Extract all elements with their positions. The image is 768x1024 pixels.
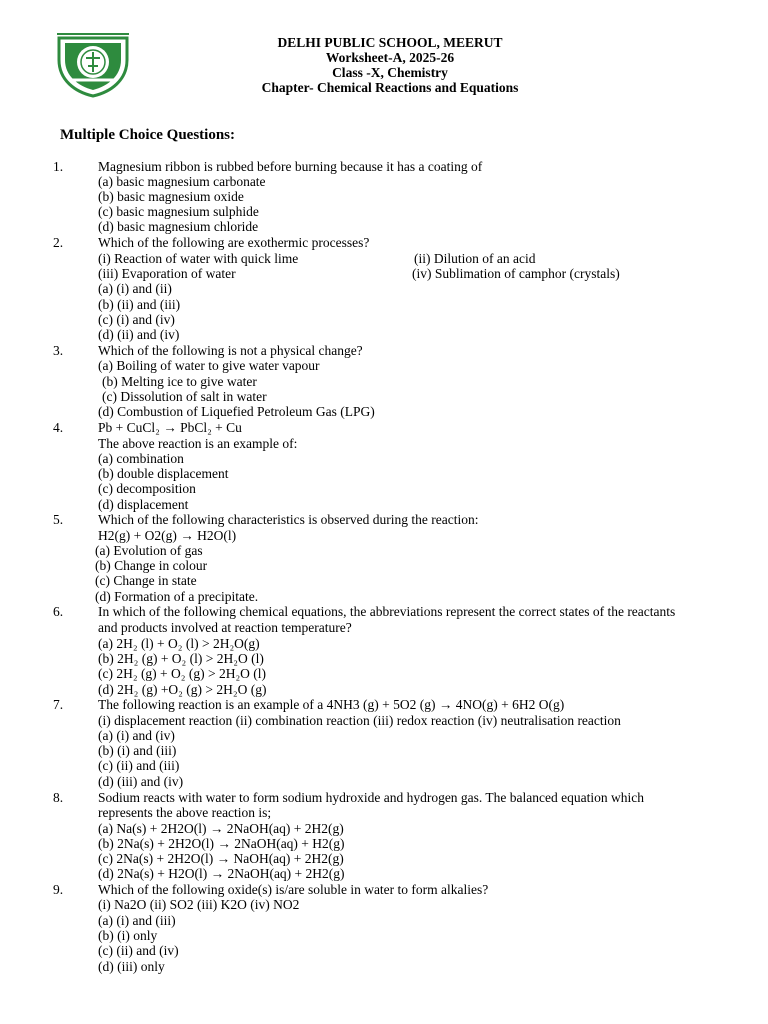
option: (b) Melting ice to give water	[102, 374, 257, 389]
option: (b) (i) and (iii)	[98, 743, 177, 758]
process-item: (iii) Evaporation of water	[98, 266, 236, 281]
question-number: 6.	[53, 604, 64, 619]
reaction-equation: Pb + CuCl₂ → PbCl₂ + Cu	[98, 420, 242, 435]
question-number: 2.	[53, 235, 64, 250]
option: (a) combination	[98, 451, 184, 466]
option: (d) Combustion of Liquefied Petroleum Gas (LPG)	[98, 404, 375, 419]
option: (c) Change in state	[95, 573, 197, 588]
option: (c) (i) and (iv)	[98, 312, 175, 327]
option: (a) (i) and (iv)	[98, 728, 175, 743]
option: (b) basic magnesium oxide	[98, 189, 244, 204]
section-title: Multiple Choice Questions:	[60, 127, 235, 143]
question-text: Sodium reacts with water to form sodium hydroxide and hydrogen gas. The balanced equation which	[98, 790, 644, 805]
question-number: 8.	[53, 790, 64, 805]
option: (d) 2Na(s) + H2O(l) → 2NaOH(aq) + 2H2(g)	[98, 866, 345, 881]
process-item: (ii) Dilution of an acid	[414, 251, 536, 266]
option: (a) basic magnesium carbonate	[98, 174, 266, 189]
question-number: 1.	[53, 159, 64, 174]
option: (d) displacement	[98, 497, 189, 512]
question-text: Which of the following oxide(s) is/are soluble in water to form alkalies?	[98, 882, 489, 897]
option: (b) (ii) and (iii)	[98, 297, 181, 312]
option: (a) Boiling of water to give water vapour	[98, 358, 320, 373]
option: (c) 2H₂ (g) + O₂ (g) > 2H₂O (l)	[98, 666, 267, 681]
option: (c) decomposition	[98, 481, 196, 496]
class-subject: Class -X, Chemistry	[332, 65, 448, 80]
question-text: represents the above reaction is;	[98, 805, 272, 820]
question-text: Magnesium ribbon is rubbed before burning because it has a coating of	[98, 159, 483, 174]
question-number: 5.	[53, 512, 64, 527]
option: (b) (i) only	[98, 928, 158, 943]
process-item: (i) Reaction of water with quick lime	[98, 251, 299, 266]
question-number: 9.	[53, 882, 64, 897]
option: (b) double displacement	[98, 466, 229, 481]
chapter-title: Chapter- Chemical Reactions and Equations	[261, 80, 519, 95]
option: (a) (i) and (iii)	[98, 913, 176, 928]
option: (c) basic magnesium sulphide	[98, 204, 259, 219]
option: (d) (iii) only	[98, 959, 165, 974]
question-number: 7.	[53, 697, 64, 712]
option: (c) Dissolution of salt in water	[102, 389, 267, 404]
question-text: and products involved at reaction temperature?	[98, 620, 352, 635]
option: (d) Formation of a precipitate.	[95, 589, 259, 604]
question-number: 4.	[53, 420, 64, 435]
worksheet-title: Worksheet-A, 2025-26	[325, 50, 455, 65]
reaction-equation: H2(g) + O2(g) → H2O(l)	[98, 528, 237, 543]
option: (d) 2H₂ (g) +O₂ (g) > 2H₂O (g)	[98, 682, 267, 697]
option: (d) basic magnesium chloride	[98, 219, 259, 234]
question-text: (i) Na2O (ii) SO2 (iii) K2O (iv) NO2	[98, 897, 300, 912]
question-text: The above reaction is an example of:	[98, 436, 298, 451]
option: (a) 2H₂ (l) + O₂ (l) > 2H₂O(g)	[98, 636, 260, 651]
school-name: DELHI PUBLIC SCHOOL, MEERUT	[277, 35, 503, 50]
option: (d) (iii) and (iv)	[98, 774, 184, 789]
option: (c) (ii) and (iii)	[98, 758, 180, 773]
option: (b) Change in colour	[95, 558, 208, 573]
option: (a) (i) and (ii)	[98, 281, 172, 296]
option: (a) Evolution of gas	[95, 543, 203, 558]
school-crest-icon	[55, 30, 131, 98]
question-text: (i) displacement reaction (ii) combination reaction (iii) redox reaction (iv) neutralisation reaction	[98, 713, 621, 728]
option: (c) (ii) and (iv)	[98, 943, 179, 958]
option: (a) Na(s) + 2H2O(l) → 2NaOH(aq) + 2H2(g)	[98, 821, 344, 836]
process-item: (iv) Sublimation of camphor (crystals)	[412, 266, 620, 281]
question-text: In which of the following chemical equations, the abbreviations represent the correct states of the reactants	[98, 604, 676, 619]
question-text: Which of the following are exothermic processes?	[98, 235, 370, 250]
question-number: 3.	[53, 343, 64, 358]
question-text: The following reaction is an example of a 4NH3 (g) + 5O2 (g) → 4NO(g) + 6H2 O(g)	[98, 697, 565, 712]
option: (d) (ii) and (iv)	[98, 327, 180, 342]
question-text: Which of the following characteristics is observed during the reaction:	[98, 512, 479, 527]
option: (b) 2H₂ (g) + O₂ (l) > 2H₂O (l)	[98, 651, 264, 666]
question-text: Which of the following is not a physical change?	[98, 343, 363, 358]
option: (b) 2Na(s) + 2H2O(l) → 2NaOH(aq) + H2(g)	[98, 836, 345, 851]
option: (c) 2Na(s) + 2H2O(l) → NaOH(aq) + 2H2(g)	[98, 851, 344, 866]
